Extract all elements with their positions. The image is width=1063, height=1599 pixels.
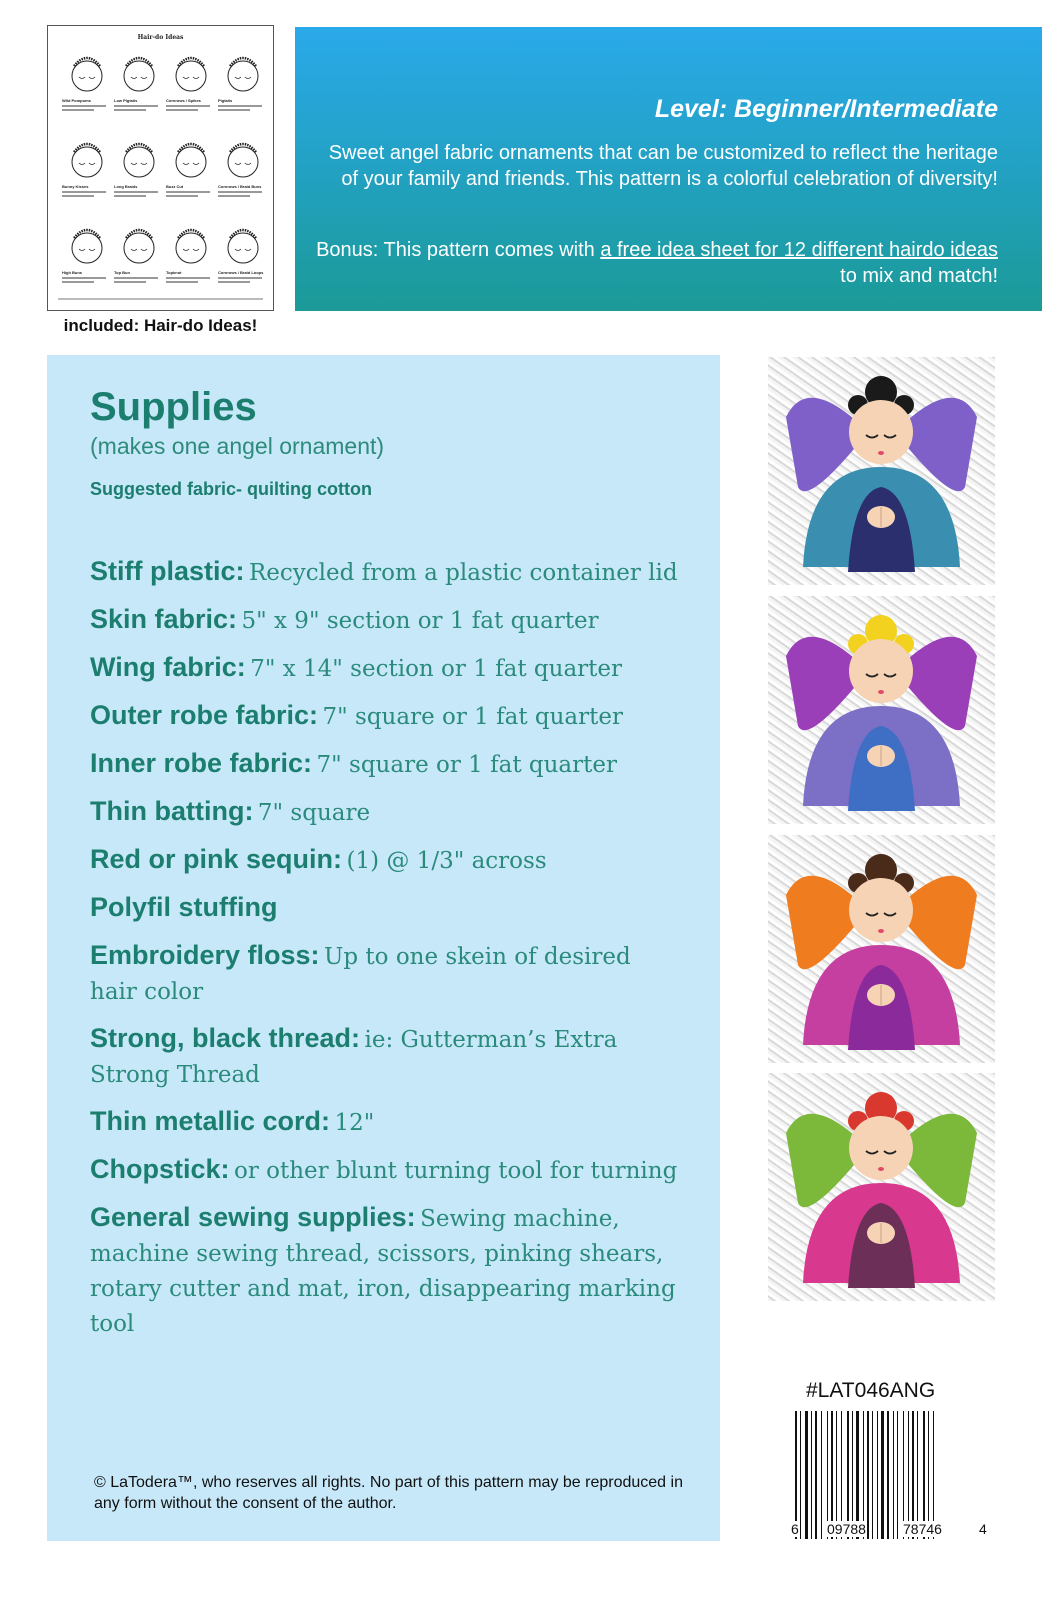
- supply-item: [90, 843, 680, 880]
- hairdo-idea: [114, 220, 164, 302]
- supply-label: Thin metallic cord:: [90, 1106, 331, 1136]
- face-sketch-icon: [62, 220, 112, 268]
- hairdo-idea: [218, 48, 268, 130]
- hairdo-name: Wild Pompoms: [62, 98, 91, 103]
- angel-illustration: [768, 1073, 995, 1301]
- supply-label: Thin batting:: [90, 796, 254, 826]
- supply-detail: 7" x 14" section or 1 fat quarter: [250, 656, 623, 682]
- supply-detail: 7" square or 1 fat quarter: [322, 704, 623, 730]
- supply-label: Polyfil stuffing: [90, 892, 278, 922]
- hairdo-idea: [166, 48, 216, 130]
- hairdo-text-line: [218, 109, 250, 111]
- thumbnail-caption: included: Hair-do Ideas!: [63, 316, 258, 335]
- hairdo-text-line: [218, 281, 250, 283]
- level-description-box: [295, 27, 1042, 311]
- supply-item: [90, 939, 680, 1011]
- supply-detail: ie: Gutterman’s Extra Strong Thread: [90, 1027, 618, 1088]
- supplies-subtitle: (makes one angel ornament): [90, 433, 385, 459]
- supply-label: Red or pink sequin:: [90, 844, 343, 874]
- supplies-title: Supplies: [90, 385, 257, 429]
- hairdo-text-line: [114, 191, 158, 193]
- face-sketch-icon: [218, 48, 268, 96]
- face-sketch-icon: [62, 134, 112, 182]
- hairdo-text-line: [114, 277, 158, 279]
- hairdo-text-line: [114, 195, 146, 197]
- supply-detail: 7" square: [257, 800, 371, 826]
- hairdo-text-line: [62, 195, 94, 197]
- hairdo-text-line: [166, 191, 210, 193]
- bonus-prefix: Bonus: This pattern comes with: [316, 239, 601, 261]
- supply-item: [90, 1105, 680, 1142]
- hairdo-name: Cornrows / Spikes: [166, 98, 201, 103]
- hairdo-name: Top Bun: [114, 270, 130, 275]
- angel-photo-1: [768, 357, 995, 585]
- angel-illustration: [768, 835, 995, 1063]
- hairdo-idea: [166, 134, 216, 216]
- hairdo-text-line: [166, 109, 198, 111]
- thumbnail-title: Hair-do Ideas: [137, 34, 184, 41]
- face-sketch-icon: [166, 48, 216, 96]
- face-sketch-icon: [166, 220, 216, 268]
- angel-photo-4: [768, 1073, 995, 1301]
- supplies-panel: [47, 355, 720, 1541]
- face-sketch-icon: [218, 220, 268, 268]
- supply-item: [90, 699, 680, 736]
- supply-label: Embroidery floss:: [90, 940, 320, 970]
- hairdo-idea: [114, 48, 164, 130]
- hairdo-name: Low Pigtails: [114, 98, 138, 103]
- supply-item: [90, 747, 680, 784]
- copyright-notice: © LaTodera™, who reserves all rights. No part of this pattern may be reproduced in any form without the consent of the author.: [94, 1474, 683, 1512]
- angel-photo-3: [768, 835, 995, 1063]
- barcode-digit-left: 09788: [827, 1521, 866, 1537]
- barcode-digit-check: 4: [979, 1521, 987, 1537]
- thumbnail-footer-line: [58, 298, 263, 300]
- hairdo-name: High Buns: [62, 270, 82, 275]
- supply-detail: or other blunt turning tool for turning: [233, 1158, 678, 1184]
- hairdo-text-line: [62, 105, 106, 107]
- hairdo-name: Topknot: [166, 270, 182, 275]
- supply-item: [90, 1153, 680, 1190]
- supply-label: Outer robe fabric:: [90, 700, 319, 730]
- idea-sheet-link[interactable]: a free idea sheet for 12 different hairdo ideas: [600, 239, 998, 261]
- supply-detail: (1) @ 1/3" across: [346, 848, 547, 874]
- supply-label: Strong, black thread:: [90, 1023, 361, 1053]
- hairdo-text-line: [114, 109, 146, 111]
- supply-detail: Recycled from a plastic container lid: [248, 560, 678, 586]
- supply-detail: 5" x 9" section or 1 fat quarter: [241, 608, 599, 634]
- supply-item: [90, 1201, 680, 1343]
- hairdo-name: Buzz Cut: [166, 184, 184, 189]
- hairdo-text-line: [62, 281, 94, 283]
- hairdo-text-line: [62, 191, 106, 193]
- hairdo-text-line: [218, 195, 250, 197]
- hairdo-text-line: [166, 277, 210, 279]
- hairdo-name: Bunny Kisses: [62, 184, 89, 189]
- angel-photo-2: [768, 596, 995, 824]
- hairdo-text-line: [166, 195, 198, 197]
- bonus-suffix: to mix and match!: [840, 265, 998, 287]
- face-sketch-icon: [114, 48, 164, 96]
- face-sketch-icon: [114, 134, 164, 182]
- bonus-note: [298, 237, 998, 289]
- face-sketch-icon: [114, 220, 164, 268]
- hairdo-name: Cornrows / Braid Loops: [218, 270, 264, 275]
- face-sketch-icon: [166, 134, 216, 182]
- supply-item: [90, 891, 680, 928]
- hairdo-idea: [114, 134, 164, 216]
- supply-label: Stiff plastic:: [90, 556, 245, 586]
- supply-label: Skin fabric:: [90, 604, 238, 634]
- angel-illustration: [768, 357, 995, 585]
- supply-item: [90, 1022, 680, 1094]
- suggested-fabric: Suggested fabric- quilting cotton: [90, 479, 372, 499]
- hairdo-text-line: [218, 277, 262, 279]
- supply-label: Wing fabric:: [90, 652, 246, 682]
- hairdo-text-line: [114, 105, 158, 107]
- supply-label: Chopstick:: [90, 1154, 230, 1184]
- barcode-digit-right: 78746: [903, 1521, 942, 1537]
- supply-detail: Sewing machine, machine sewing thread, scissors, pinking shears, rotary cutter and mat, iron, disappearing marking tool: [90, 1206, 676, 1337]
- supply-detail: 7" square or 1 fat quarter: [316, 752, 617, 778]
- product-code: #LAT046ANG: [806, 1379, 936, 1402]
- barcode-digits: [790, 1521, 990, 1543]
- hairdo-text-line: [166, 281, 198, 283]
- supply-detail: 12": [334, 1110, 375, 1136]
- hairdo-text-line: [62, 277, 106, 279]
- hairdo-text-line: [166, 105, 210, 107]
- hairdo-text-line: [218, 105, 262, 107]
- barcode: [795, 1411, 975, 1539]
- supply-item: [90, 603, 680, 640]
- hairdo-name: Cornrows / Braid Buns: [218, 184, 262, 189]
- hairdo-idea: [218, 220, 268, 302]
- hairdo-name: Pigtails: [218, 98, 233, 103]
- supply-item: [90, 555, 680, 592]
- supply-item: [90, 651, 680, 688]
- barcode-digit-lead: 6: [791, 1521, 799, 1537]
- hairdo-text-line: [62, 109, 94, 111]
- supply-item: [90, 795, 680, 832]
- supply-detail: Up to one skein of desired hair color: [90, 944, 631, 1005]
- hairdo-ideas-thumbnail: [47, 25, 274, 311]
- face-sketch-icon: [218, 134, 268, 182]
- angel-illustration: [768, 596, 995, 824]
- pattern-description: Sweet angel fabric ornaments that can be customized to reflect the heritage of your family and friends. This pattern is a colorful celebration of diversity!: [328, 142, 998, 190]
- hairdo-idea: [62, 48, 112, 130]
- skill-level: Level: Beginner/Intermediate: [654, 95, 998, 123]
- hairdo-name: Long Braids: [114, 184, 138, 189]
- supplies-list: [90, 555, 680, 1354]
- hairdo-idea: [62, 220, 112, 302]
- hairdo-idea: [218, 134, 268, 216]
- hairdo-idea: [62, 134, 112, 216]
- hairdo-text-line: [218, 191, 262, 193]
- hairdo-text-line: [114, 281, 146, 283]
- supply-label: Inner robe fabric:: [90, 748, 313, 778]
- supply-label: General sewing supplies:: [90, 1202, 416, 1232]
- face-sketch-icon: [62, 48, 112, 96]
- hairdo-idea: [166, 220, 216, 302]
